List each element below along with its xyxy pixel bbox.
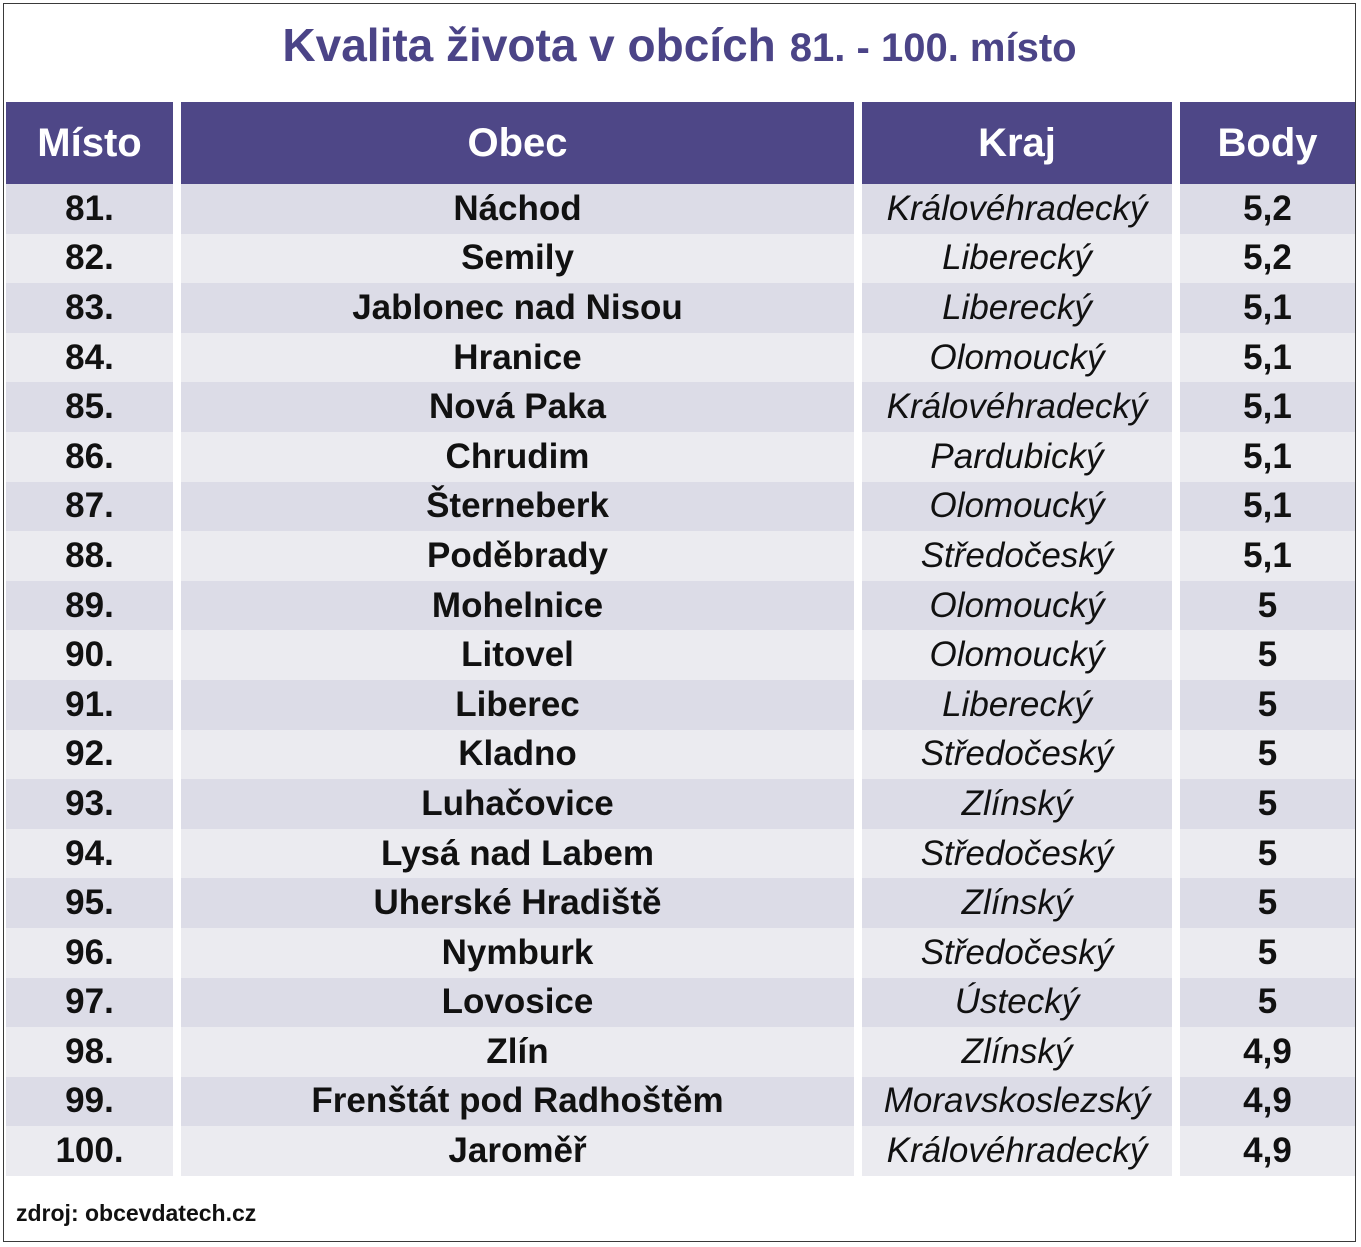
score-cell: 4,9 (1180, 1027, 1355, 1077)
table-row (6, 482, 1355, 532)
table-row (6, 234, 1355, 284)
table-row (6, 1126, 1355, 1176)
rank-cell: 100. (6, 1126, 173, 1176)
rank-cell: 90. (6, 630, 173, 680)
score-cell: 5 (1180, 680, 1355, 730)
municipality-cell: Kladno (181, 730, 854, 780)
municipality-cell: Jablonec nad Nisou (181, 283, 854, 333)
region-cell: Královéhradecký (862, 1126, 1172, 1176)
ranking-table (6, 102, 1355, 1176)
table-row (6, 1077, 1355, 1127)
region-cell: Středočeský (862, 928, 1172, 978)
rank-cell: 83. (6, 283, 173, 333)
table-row (6, 928, 1355, 978)
rank-cell: 89. (6, 581, 173, 631)
column-header-body: Body (1180, 102, 1355, 184)
municipality-cell: Šterneberk (181, 482, 854, 532)
table-row (6, 978, 1355, 1028)
rank-cell: 82. (6, 234, 173, 284)
rank-cell: 95. (6, 878, 173, 928)
table-row (6, 432, 1355, 482)
table-row (6, 184, 1355, 234)
region-cell: Olomoucký (862, 482, 1172, 532)
table-row (6, 283, 1355, 333)
municipality-cell: Luhačovice (181, 779, 854, 829)
rank-cell: 98. (6, 1027, 173, 1077)
title-main: Kvalita života v obcích (282, 19, 776, 71)
column-header-misto: Místo (6, 102, 173, 184)
region-cell: Královéhradecký (862, 184, 1172, 234)
region-cell: Olomoucký (862, 333, 1172, 383)
table-row (6, 333, 1355, 383)
municipality-cell: Litovel (181, 630, 854, 680)
region-cell: Liberecký (862, 680, 1172, 730)
rank-cell: 97. (6, 978, 173, 1028)
municipality-cell: Chrudim (181, 432, 854, 482)
rank-cell: 94. (6, 829, 173, 879)
municipality-cell: Nymburk (181, 928, 854, 978)
municipality-cell: Hranice (181, 333, 854, 383)
region-cell: Zlínský (862, 779, 1172, 829)
rank-cell: 88. (6, 531, 173, 581)
region-cell: Moravskoslezský (862, 1077, 1172, 1127)
region-cell: Ústecký (862, 978, 1172, 1028)
score-cell: 5,2 (1180, 184, 1355, 234)
municipality-cell: Frenštát pod Radhoštěm (181, 1077, 854, 1127)
table-row (6, 779, 1355, 829)
score-cell: 5,1 (1180, 382, 1355, 432)
title-subtitle: 81. - 100. místo (789, 26, 1077, 70)
region-cell: Středočeský (862, 730, 1172, 780)
column-header-obec: Obec (181, 102, 854, 184)
table-row (6, 730, 1355, 780)
region-cell: Středočeský (862, 829, 1172, 879)
rank-cell: 85. (6, 382, 173, 432)
score-cell: 5,1 (1180, 333, 1355, 383)
score-cell: 5 (1180, 878, 1355, 928)
region-cell: Středočeský (862, 531, 1172, 581)
score-cell: 5 (1180, 978, 1355, 1028)
table-row (6, 680, 1355, 730)
table-row (6, 878, 1355, 928)
region-cell: Zlínský (862, 1027, 1172, 1077)
score-cell: 5,1 (1180, 531, 1355, 581)
score-cell: 5 (1180, 630, 1355, 680)
municipality-cell: Zlín (181, 1027, 854, 1077)
region-cell: Zlínský (862, 878, 1172, 928)
region-cell: Olomoucký (862, 630, 1172, 680)
table-header-row (6, 102, 1355, 184)
score-cell: 5,2 (1180, 234, 1355, 284)
score-cell: 5 (1180, 779, 1355, 829)
table-row (6, 581, 1355, 631)
table-graphic (3, 3, 1356, 1242)
rank-cell: 81. (6, 184, 173, 234)
table-row (6, 382, 1355, 432)
municipality-cell: Uherské Hradiště (181, 878, 854, 928)
municipality-cell: Nová Paka (181, 382, 854, 432)
score-cell: 5 (1180, 581, 1355, 631)
score-cell: 5 (1180, 730, 1355, 780)
column-header-kraj: Kraj (862, 102, 1172, 184)
score-cell: 5 (1180, 829, 1355, 879)
municipality-cell: Lysá nad Labem (181, 829, 854, 879)
table-row (6, 531, 1355, 581)
municipality-cell: Poděbrady (181, 531, 854, 581)
rank-cell: 93. (6, 779, 173, 829)
score-cell: 5 (1180, 928, 1355, 978)
source-note: zdroj: obcevdatech.cz (16, 1200, 257, 1226)
region-cell: Pardubický (862, 432, 1172, 482)
region-cell: Olomoucký (862, 581, 1172, 631)
region-cell: Liberecký (862, 234, 1172, 284)
municipality-cell: Mohelnice (181, 581, 854, 631)
rank-cell: 96. (6, 928, 173, 978)
region-cell: Královéhradecký (862, 382, 1172, 432)
rank-cell: 99. (6, 1077, 173, 1127)
rank-cell: 86. (6, 432, 173, 482)
region-cell: Liberecký (862, 283, 1172, 333)
table-row (6, 829, 1355, 879)
municipality-cell: Lovosice (181, 978, 854, 1028)
table-row (6, 630, 1355, 680)
table-row (6, 1027, 1355, 1077)
municipality-cell: Semily (181, 234, 854, 284)
rank-cell: 87. (6, 482, 173, 532)
score-cell: 4,9 (1180, 1077, 1355, 1127)
score-cell: 5,1 (1180, 482, 1355, 532)
municipality-cell: Náchod (181, 184, 854, 234)
rank-cell: 91. (6, 680, 173, 730)
score-cell: 4,9 (1180, 1126, 1355, 1176)
score-cell: 5,1 (1180, 283, 1355, 333)
rank-cell: 92. (6, 730, 173, 780)
municipality-cell: Jaroměř (181, 1126, 854, 1176)
rank-cell: 84. (6, 333, 173, 383)
score-cell: 5,1 (1180, 432, 1355, 482)
chart-title (4, 18, 1355, 72)
municipality-cell: Liberec (181, 680, 854, 730)
